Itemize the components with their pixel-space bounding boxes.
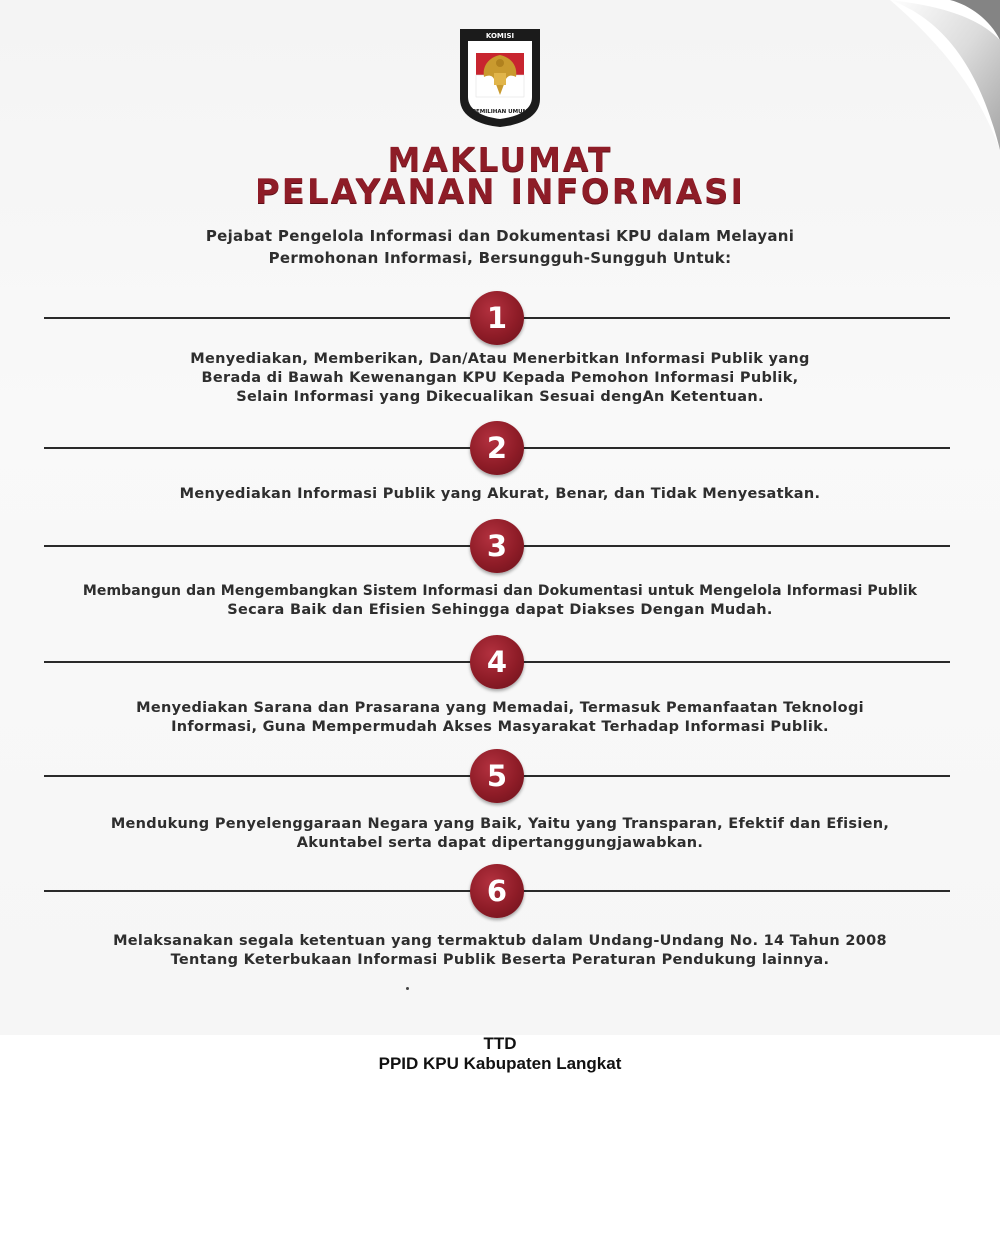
intro-line-2: Permohonan Informasi, Bersungguh-Sungguh Untuk:: [268, 249, 732, 267]
item-3-text: [40, 582, 960, 620]
intro-text: [100, 225, 900, 269]
signature-ttd: TTD: [483, 1034, 517, 1053]
logo-text-top: KOMISI: [485, 32, 515, 40]
item-1-text: [40, 350, 960, 407]
number-badge-2: 2: [470, 421, 524, 475]
number-badge-5: 5: [470, 749, 524, 803]
item-1-line-3: Selain Informasi yang Dikecualikan Sesuai dengAn Ketentuan.: [236, 389, 764, 405]
item-1-line-2: Berada di Bawah Kewenangan KPU Kepada Pemohon Informasi Publik,: [201, 370, 799, 386]
item-5-line-2: Akuntabel serta dapat dipertanggungjawabkan.: [296, 835, 704, 851]
intro-line-1: Pejabat Pengelola Informasi dan Dokumentasi KPU dalam Melayani: [205, 227, 795, 245]
item-4-line-2: Informasi, Guna Mempermudah Akses Masyarakat Terhadap Informasi Publik.: [171, 719, 829, 735]
number-badge-6: 6: [470, 864, 524, 918]
page-curl-decoration: [890, 0, 1000, 150]
title-line-1: MAKLUMAT: [387, 140, 613, 179]
number-badge-4: 4: [470, 635, 524, 689]
item-5-text: [40, 815, 960, 853]
item-2-text: [40, 485, 960, 504]
kpu-logo: [454, 25, 546, 129]
item-6-line-1: Melaksanakan segala ketentuan yang termaktub dalam Undang-Undang No. 14 Tahun 2008: [113, 933, 887, 949]
item-4-text: [40, 699, 960, 737]
logo-text-bottom: PEMILIHAN UMUM: [471, 109, 529, 115]
item-3-line-1: Membangun dan Mengembangkan Sistem Informasi dan Dokumentasi untuk Mengelola Informasi Publik: [82, 583, 918, 599]
signature-office: PPID KPU Kabupaten Langkat: [378, 1054, 622, 1073]
item-6-line-2: Tentang Keterbukaan Informasi Publik Beserta Peraturan Pendukung lainnya.: [170, 952, 830, 968]
item-1-line-1: Menyediakan, Memberikan, Dan/Atau Menerbitkan Informasi Publik yang: [190, 351, 810, 367]
title-line-2: PELAYANAN INFORMASI: [254, 172, 746, 212]
stray-dot: [406, 987, 409, 990]
item-3-line-2: Secara Baik dan Efisien Sehingga dapat Diakses Dengan Mudah.: [227, 602, 773, 618]
item-4-line-1: Menyediakan Sarana dan Prasarana yang Memadai, Termasuk Pemanfaatan Teknologi: [136, 700, 864, 716]
number-badge-3: 3: [470, 519, 524, 573]
item-6-text: [40, 932, 960, 970]
item-2-line-1: Menyediakan Informasi Publik yang Akurat, Benar, dan Tidak Menyesatkan.: [179, 486, 821, 502]
number-badge-1: 1: [470, 291, 524, 345]
signature-block: [0, 1034, 1000, 1074]
item-5-line-1: Mendukung Penyelenggaraan Negara yang Baik, Yaitu yang Transparan, Efektif dan Efisien,: [110, 816, 890, 832]
